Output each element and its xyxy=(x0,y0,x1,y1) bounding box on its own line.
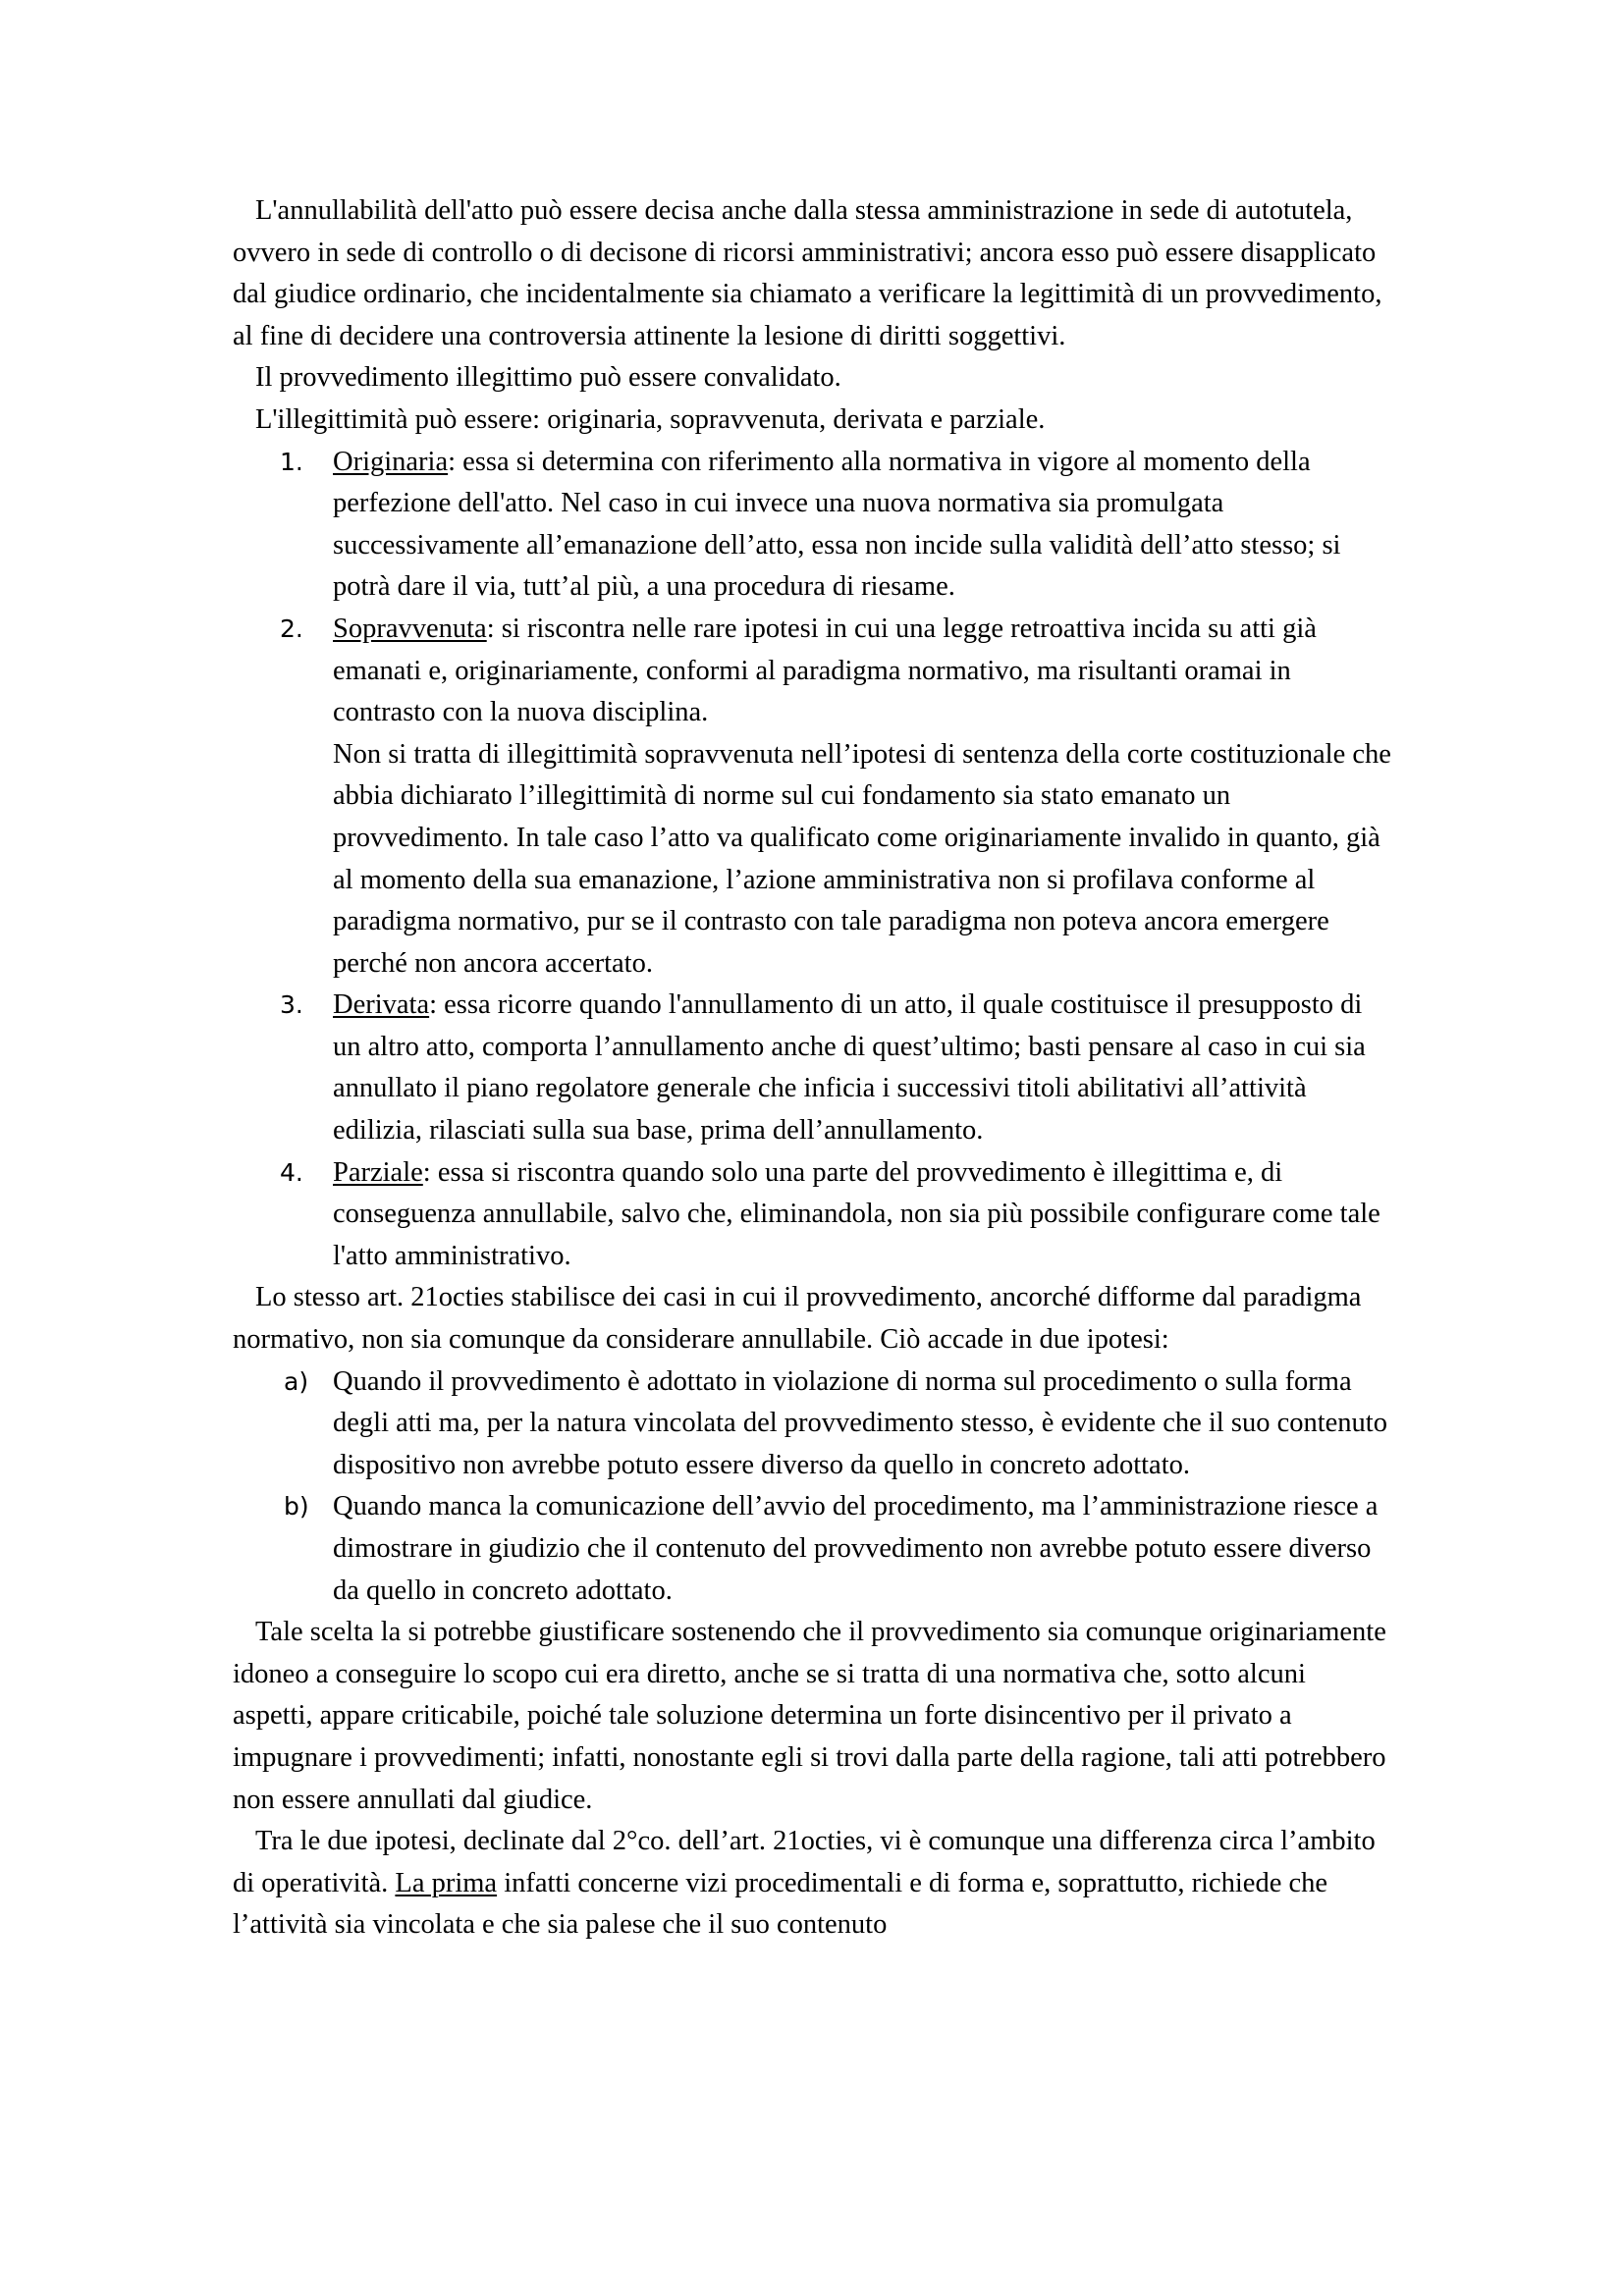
alpha-list-ipotesi xyxy=(233,1362,1391,1613)
underlined-la-prima: La prima xyxy=(395,1867,498,1898)
paragraph-art-21octies: Lo stesso art. 21octies stabilisce dei casi in cui il provvedimento, ancorché difforme dal paradigma normativo, non sia comunque da considerare annullabile. Ciò accade in due ipotesi: xyxy=(233,1282,1362,1356)
list-item-extra-paragraph: Non si tratta di illegittimità sopravvenuta nell’ipotesi di sentenza della corte costituzionale che abbia dichiarato l’illegittimità di norme sul cui fondamento sia stato emanato un provvedimento. In tale caso l’atto va qualificato come originariamente invalido in quanto, già al momento della sua emanazione, l’azione amministrativa non si profilava conforme al paradigma normativo, pur se il contrasto con tale paradigma non poteva ancora emergere perché non ancora accertato. xyxy=(333,738,1391,979)
list-item-originaria xyxy=(233,442,1391,609)
list-item-text: : essa ricorre quando l'annullamento di un atto, il quale costituisce il presupposto di un altro atto, comporta l’annullamento anche di quest’ultimo; basti pensare al caso in cui sia annullato il piano regolatore generale che inficia i successivi titoli abilitativi all’attività edilizia, rilasciati sulla sua base, prima dell’annullamento. xyxy=(333,989,1366,1147)
list-item-text: : si riscontra nelle rare ipotesi in cui una legge retroattiva incida su atti già emanati e, originariamente, conformi al paradigma normativo, ma risultanti oramai in contrasto con la nuova disciplina. xyxy=(333,613,1317,728)
list-item-ipotesi-b xyxy=(233,1486,1391,1612)
list-item-parziale xyxy=(233,1152,1391,1278)
list-marker: 3. xyxy=(280,990,303,1020)
term-parziale: Parziale xyxy=(333,1156,423,1188)
list-marker: 4. xyxy=(280,1157,303,1187)
paragraph-tipi-illegittimita: L'illegittimità può essere: originaria, sopravvenuta, derivata e parziale. xyxy=(255,403,1046,435)
list-item-text: Quando il provvedimento è adottato in violazione di norma sul procedimento o sulla forma degli atti ma, per la natura vincolata del provvedimento stesso, è evidente che il suo contenuto dispositivo non avrebbe potuto essere diverso da quello in concreto adottato. xyxy=(333,1365,1387,1480)
document-body xyxy=(233,190,1391,1947)
list-marker: 1. xyxy=(280,447,303,476)
term-sopravvenuta: Sopravvenuta xyxy=(333,613,487,644)
term-originaria: Originaria xyxy=(333,446,449,477)
list-marker: a) xyxy=(284,1366,309,1396)
list-item-sopravvenuta xyxy=(233,609,1391,985)
list-item-text: : essa si riscontra quando solo una parte del provvedimento è illegittima e, di conseguenza annullabile, salvo che, eliminandola, non sia più possibile configurare come tale l'atto amministrativo. xyxy=(333,1156,1380,1271)
list-item-text: : essa si determina con riferimento alla normativa in vigore al momento della perfezione dell'atto. Nel caso in cui invece una nuova normativa sia promulgata successivamente all’emanazione dell’atto, essa non incide sulla validità dell’atto stesso; si potrà dare il via, tutt’al più, a una procedura di riesame. xyxy=(333,446,1341,603)
term-derivata: Derivata xyxy=(333,989,430,1021)
paragraph-due-ipotesi xyxy=(233,1821,1391,1947)
list-item-derivata xyxy=(233,985,1391,1151)
list-item-ipotesi-a xyxy=(233,1362,1391,1487)
list-marker: b) xyxy=(284,1492,309,1522)
numbered-list-illegittimita xyxy=(233,442,1391,1278)
paragraph-text-before: Tra le due ipotesi, declinate dal 2°co. dell’art. 21octies, vi è comunque una differenza circa l’ambito di operatività. xyxy=(233,1826,1376,1898)
list-marker: 2. xyxy=(280,614,303,643)
paragraph-convalida: Il provvedimento illegittimo può essere convalidato. xyxy=(255,362,841,394)
paragraph-annullabilita: L'annullabilità dell'atto può essere decisa anche dalla stessa amministrazione in sede di autotutela, ovvero in sede di controllo o di decisone di ricorsi amministrativi; ancora esso può essere disapplicato dal giudice ordinario, che incidentalmente sia chiamato a verificare la legittimità di un provvedimento, al fine di decidere una controversia attinente la lesione di diritti soggettivi. xyxy=(233,195,1382,351)
paragraph-text-after: infatti concerne vizi procedimentali e di forma e, soprattutto, richiede che l’attività sia vincolata e che sia palese che il suo contenuto xyxy=(233,1867,1328,1941)
paragraph-scelta: Tale scelta la si potrebbe giustificare sostenendo che il provvedimento sia comunque originariamente idoneo a conseguire lo scopo cui era diretto, anche se si tratta di una normativa che, sotto alcuni aspetti, appare criticabile, poiché tale soluzione determina un forte disincentivo per il privato a impugnare i provvedimenti; infatti, nonostante egli si trovi dalla parte della ragione, tali atti potrebbero non essere annullati dal giudice. xyxy=(233,1617,1386,1815)
list-item-text: Quando manca la comunicazione dell’avvio del procedimento, ma l’amministrazione riesce a dimostrare in giudizio che il contenuto del provvedimento non avrebbe potuto essere diverso da quello in concreto adottato. xyxy=(333,1491,1379,1606)
